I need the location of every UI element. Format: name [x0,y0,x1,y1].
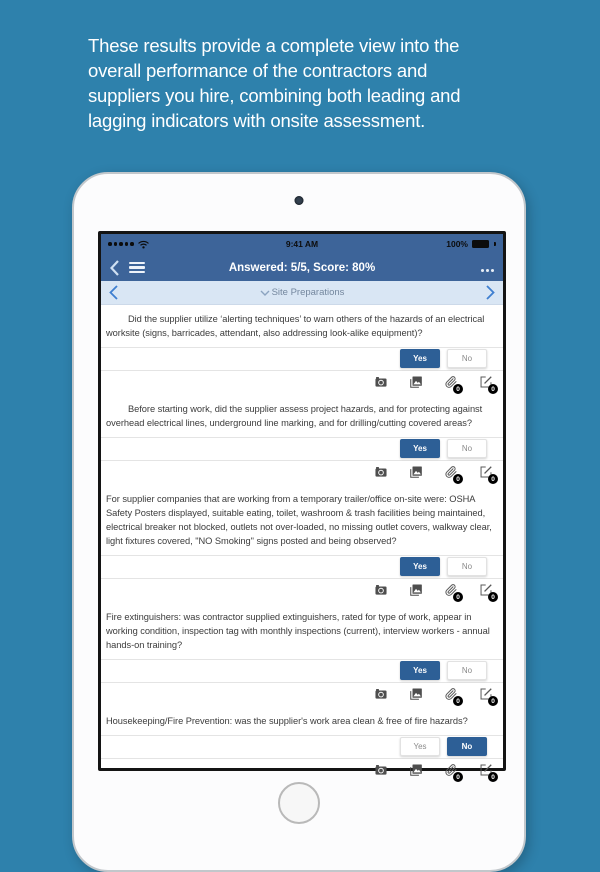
question-block [101,395,503,485]
yes-button[interactable]: Yes [400,737,440,756]
wifi-icon [138,240,149,249]
attachment-toolbar [101,682,503,707]
question-block [101,485,503,603]
notes-count-badge: 0 [488,384,498,394]
nav-bar [101,254,503,281]
attachment-toolbar [101,758,503,783]
no-button[interactable]: No [447,349,487,368]
battery-icon [472,240,489,248]
question-block [101,603,503,707]
notes-count-badge: 0 [488,592,498,602]
question-text: Did the supplier utilize ‘alerting techniques’ to warn others of the hazards of an electrical worksite (signs, barricades, attendant, also addressing look-alike equipment)? [106,314,485,338]
attachment-toolbar [101,578,503,603]
camera-dot [295,196,304,205]
photo-library-icon[interactable] [409,375,423,389]
photo-library-icon[interactable] [409,465,423,479]
section-title-dropdown[interactable] [260,287,345,298]
hero-line: These results provide a complete view into the [88,35,460,56]
camera-icon[interactable] [374,687,388,701]
hero-line: overall performance of the contractors and [88,60,428,81]
notes-count-badge: 0 [488,772,498,782]
nav-title: Answered: 5/5, Score: 80% [228,261,376,274]
hero-line: lagging indicators with onsite assessment. [88,110,426,131]
battery-percent: 100% [446,239,468,249]
note-compose-icon[interactable] [479,375,495,393]
paperclip-icon[interactable] [444,687,460,705]
no-button[interactable]: No [447,661,487,680]
note-compose-icon[interactable] [479,583,495,601]
attachment-count-badge: 0 [453,592,463,602]
section-bar [101,281,503,305]
question-list [101,305,503,783]
note-compose-icon[interactable] [479,687,495,705]
status-time: 9:41 AM [285,239,319,249]
attachment-count-badge: 0 [453,696,463,706]
tablet-device-frame [72,172,526,872]
attachment-count-badge: 0 [453,772,463,782]
photo-library-icon[interactable] [409,583,423,597]
paperclip-icon[interactable] [444,465,460,483]
attachment-count-badge: 0 [453,474,463,484]
question-text: Fire extinguishers: was contractor supplied extinguishers, rated for type of work, appear in working condition, inspection tag with monthly inspections (current), interview workers - annual hands-on training? [106,612,490,650]
cell-signal-icon [108,242,134,246]
answer-row [101,437,503,460]
notes-count-badge: 0 [488,696,498,706]
camera-icon[interactable] [374,763,388,777]
hero-line: suppliers you hire, combining both leading and [88,85,461,106]
no-button[interactable]: No [447,439,487,458]
question-text: Housekeeping/Fire Prevention: was the supplier's work area clean & free of fire hazards? [106,716,468,726]
photo-library-icon[interactable] [409,763,423,777]
answer-row [101,555,503,578]
no-button[interactable]: No [447,557,487,576]
yes-button[interactable]: Yes [400,661,440,680]
chevron-left-icon[interactable] [109,285,118,300]
attachment-toolbar [101,370,503,395]
note-compose-icon[interactable] [479,763,495,781]
paperclip-icon[interactable] [444,583,460,601]
yes-button[interactable]: Yes [400,439,440,458]
paperclip-icon[interactable] [444,763,460,781]
attachment-toolbar [101,460,503,485]
camera-icon[interactable] [374,375,388,389]
camera-icon[interactable] [374,465,388,479]
answer-row [101,347,503,370]
status-bar [101,234,503,254]
answer-row [101,659,503,682]
back-chevron-icon[interactable] [110,260,119,276]
battery-tip [494,242,496,246]
question-block [101,707,503,783]
question-text: For supplier companies that are working from a temporary trailer/office on-site were: OSHA Safety Posters displayed, suitable eating, toilet, washroom & trash facilities being maintained, electrical breaker not blocked, outlets not over-loaded, no missing outlet covers, walkway clear, light fixtures covered, "NO Smoking" signs posted and being observed? [106,494,492,546]
note-compose-icon[interactable] [479,465,495,483]
yes-button[interactable]: Yes [400,557,440,576]
home-button[interactable] [278,782,320,824]
hamburger-menu-icon[interactable] [129,262,145,274]
question-block [101,305,503,395]
yes-button[interactable]: Yes [400,349,440,368]
no-button[interactable]: No [447,737,487,756]
paperclip-icon[interactable] [444,375,460,393]
question-text: Before starting work, did the supplier assess project hazards, and for protecting against overhead electrical lines, underground line marking, and for drilling/cutting covered areas? [106,404,483,428]
notes-count-badge: 0 [488,474,498,484]
photo-library-icon[interactable] [409,687,423,701]
hero-text [88,33,460,133]
section-title-label: Site Preparations [271,287,345,298]
more-options-icon[interactable] [481,263,494,272]
chevron-right-icon[interactable] [486,285,495,300]
chevron-down-icon [260,290,270,296]
device-screen [98,231,506,781]
attachment-count-badge: 0 [453,384,463,394]
answer-row [101,735,503,758]
camera-icon[interactable] [374,583,388,597]
